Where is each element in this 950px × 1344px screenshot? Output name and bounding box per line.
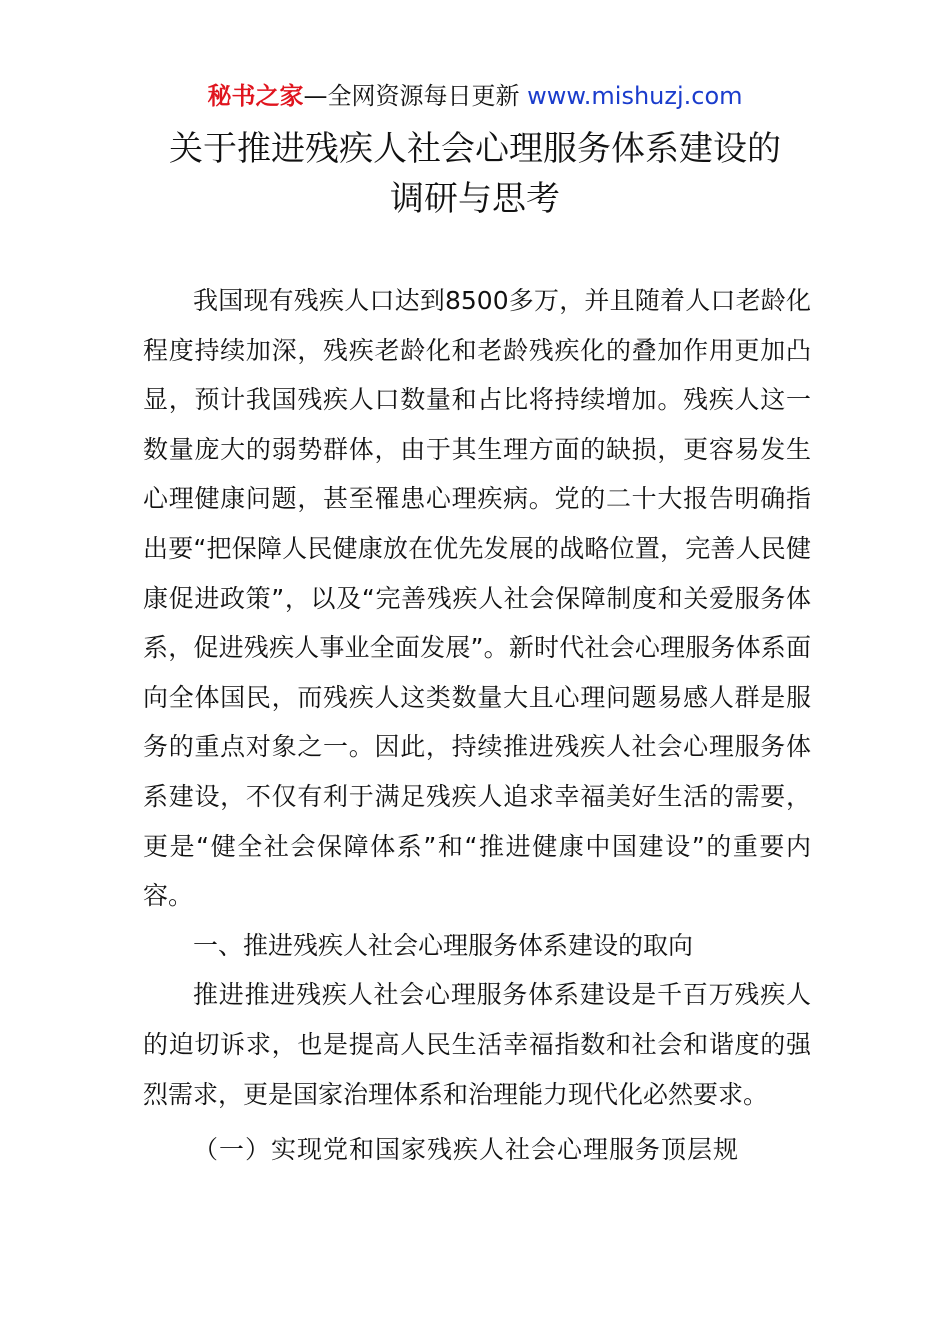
subsection-heading-1: （一）实现党和国家残疾人社会心理服务顶层规: [193, 1135, 740, 1165]
paragraph-section-1: 推进推进残疾人社会心理服务体系建设是千百万残疾人的迫切诉求，也是提高人民生活幸福指数和社会和谐度的强烈需求，更是国家治理体系和治理能力现代化必然要求。: [143, 980, 811, 1109]
brand-name: 秘书之家: [207, 82, 304, 110]
site-url[interactable]: www.mishuzj.com: [527, 82, 743, 110]
header-tagline: —全网资源每日更新: [303, 82, 520, 110]
site-header: [0, 80, 950, 112]
document-body: [143, 276, 811, 1175]
section-heading-1: 一、推进残疾人社会心理服务体系建设的取向: [193, 930, 694, 960]
title-line-2: 调研与思考: [390, 179, 560, 219]
paragraph-intro: 我国现有残疾人口达到8500多万，并且随着人口老龄化程度持续加深，残疾老龄化和老龄残疾化的叠加作用更加凸显，预计我国残疾人口数量和占比将持续增加。残疾人这一数量庞大的弱势群体，由于其生理方面的缺损，更容易发生心理健康问题，甚至罹患心理疾病。党的二十大报告明确指出要“把保障人民健康放在优先发展的战略位置，完善人民健康促进政策”，以及“完善残疾人社会保障制度和关爱服务体系，促进残疾人事业全面发展”。新时代社会心理服务体系面向全体国民，而残疾人这类数量大且心理问题易感人群是服务的重点对象之一。因此，持续推进残疾人社会心理服务体系建设，不仅有利于满足残疾人追求幸福美好生活的需要，更是“健全社会保障体系”和“推进健康中国建设”的重要内容。: [143, 286, 811, 911]
title-line-1: 关于推进残疾人社会心理服务体系建设的: [169, 129, 781, 169]
document-title: [0, 124, 950, 224]
